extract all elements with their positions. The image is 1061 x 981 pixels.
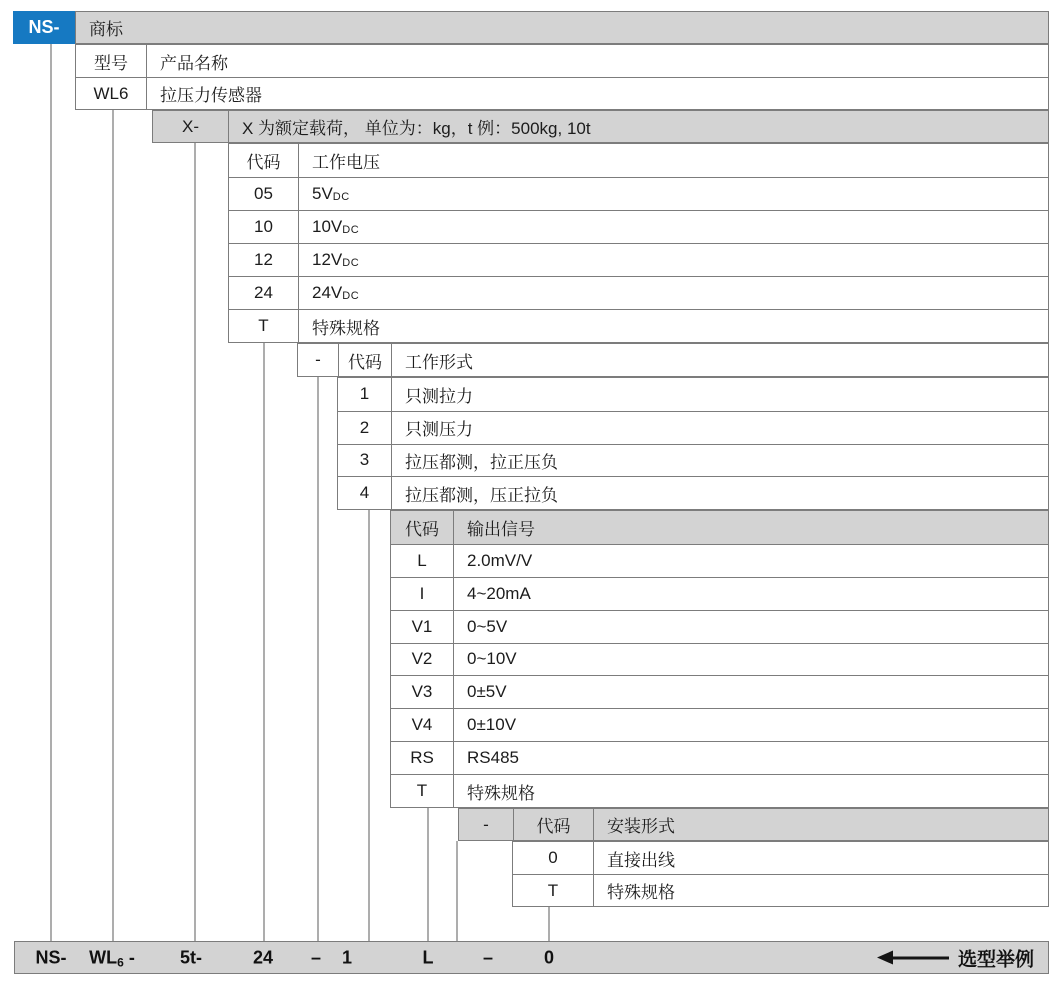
example-part-dash2: – xyxy=(482,947,494,967)
output-row-label: 0~5V xyxy=(453,610,1048,643)
connector-line-brand xyxy=(50,44,52,941)
output-row-code: V2 xyxy=(391,643,453,676)
workmode-label-header: 工作形式 xyxy=(391,344,1048,376)
output-row-code: I xyxy=(391,577,453,610)
output-code-header: 代码 xyxy=(391,511,453,544)
mounting-row-label: 直接出线 xyxy=(593,842,1048,874)
workmode-header xyxy=(297,343,1049,377)
workmode-row-label: 只测压力 xyxy=(391,411,1048,444)
connector-line-output xyxy=(427,808,429,941)
connector-line-voltage xyxy=(263,343,265,941)
workmode-table xyxy=(337,377,1049,510)
rated-load-desc: X 为额定载荷， 单位为：kg，t 例：500kg, 10t xyxy=(228,111,1048,142)
trademark-label: 商标 xyxy=(89,20,123,39)
mounting-row-label: 特殊规格 xyxy=(593,874,1048,906)
voltage-table xyxy=(228,143,1049,343)
name-header-cell: 产品名称 xyxy=(146,45,1048,77)
connector-line-model xyxy=(112,110,114,941)
output-row-code: T xyxy=(391,774,453,807)
workmode-row-code: 3 xyxy=(338,444,391,477)
output-row-code: V1 xyxy=(391,610,453,643)
output-label-header: 输出信号 xyxy=(453,511,1048,544)
voltage-row-value: 24V DC xyxy=(298,276,1048,309)
output-row-label: 2.0mV/V xyxy=(453,544,1048,577)
mounting-dash: - xyxy=(483,814,489,834)
rated-load-code: X- xyxy=(182,116,199,136)
output-row-label: 0~10V xyxy=(453,643,1048,676)
output-row-label: 特殊规格 xyxy=(453,774,1048,807)
voltage-row-code: 05 xyxy=(229,177,298,210)
example-part-mode: 1 xyxy=(341,947,353,967)
mounting-row-code: 0 xyxy=(548,848,558,867)
selection-example-bar xyxy=(14,941,1049,974)
model-header-cell: 型号 xyxy=(94,53,128,73)
example-part-model: WL6 - xyxy=(89,947,135,969)
left-arrow-icon xyxy=(877,951,893,965)
output-row-code: V3 xyxy=(391,675,453,708)
output-row-label: 0±10V xyxy=(453,708,1048,741)
workmode-row-code: 4 xyxy=(338,476,391,509)
example-arrow-label: 选型举例 xyxy=(958,949,1035,970)
voltage-code-header: 代码 xyxy=(246,153,281,172)
example-part-voltage: 24 xyxy=(252,947,274,967)
output-row-label: 0±5V xyxy=(453,675,1048,708)
example-part-load: 5t- xyxy=(180,947,202,967)
voltage-row-value: 10V DC xyxy=(298,210,1048,243)
example-part-brand: NS- xyxy=(35,947,67,967)
product-name-cell: 拉压力传感器 xyxy=(146,77,1048,109)
output-table xyxy=(390,510,1049,808)
workmode-row-code: 2 xyxy=(338,411,391,444)
output-row-code: L xyxy=(391,544,453,577)
example-arrow xyxy=(877,944,1034,971)
brand-code: NS- xyxy=(28,17,60,37)
example-part-mounting: 0 xyxy=(543,947,555,967)
workmode-code-header: 代码 xyxy=(338,344,391,376)
model-table xyxy=(75,44,1049,110)
brand-code-box xyxy=(13,11,75,44)
workmode-row-label: 拉压都测，压正拉负 xyxy=(391,476,1048,509)
voltage-row-value: 5V DC xyxy=(298,177,1048,210)
voltage-row-code: 12 xyxy=(229,243,298,276)
example-part-output: L xyxy=(422,947,434,967)
arrow-tail xyxy=(893,956,949,959)
voltage-row-value: 12V DC xyxy=(298,243,1048,276)
workmode-row-code: 1 xyxy=(359,384,370,404)
rated-load-bar xyxy=(152,110,1049,143)
workmode-dash: - xyxy=(315,350,321,369)
connector-line-load xyxy=(194,143,196,941)
mounting-code-header: 代码 xyxy=(513,809,593,840)
mounting-label-header: 安装形式 xyxy=(593,809,1048,840)
connector-line-workmode-dash xyxy=(317,377,319,941)
trademark-bar xyxy=(75,11,1049,44)
voltage-row-code: 10 xyxy=(229,210,298,243)
voltage-label-header: 工作电压 xyxy=(298,144,1048,177)
model-code-cell: WL6 xyxy=(76,77,146,109)
connector-line-workmode-code xyxy=(368,510,370,941)
workmode-row-label: 只测拉力 xyxy=(391,378,1048,411)
output-row-label: 4~20mA xyxy=(453,577,1048,610)
mounting-row-code: T xyxy=(513,874,593,906)
output-row-code: V4 xyxy=(391,708,453,741)
output-row-label: RS485 xyxy=(453,741,1048,774)
example-part-dash1: – xyxy=(310,947,322,967)
voltage-row-value: 特殊规格 xyxy=(298,309,1048,342)
connector-line-mounting-code xyxy=(548,907,550,941)
voltage-row-code: T xyxy=(229,309,298,342)
voltage-row-code: 24 xyxy=(229,276,298,309)
mounting-table xyxy=(512,841,1049,907)
workmode-row-label: 拉压都测，拉正压负 xyxy=(391,444,1048,477)
output-row-code: RS xyxy=(391,741,453,774)
connector-line-mounting-dash xyxy=(456,841,458,941)
mounting-header xyxy=(458,808,1049,841)
